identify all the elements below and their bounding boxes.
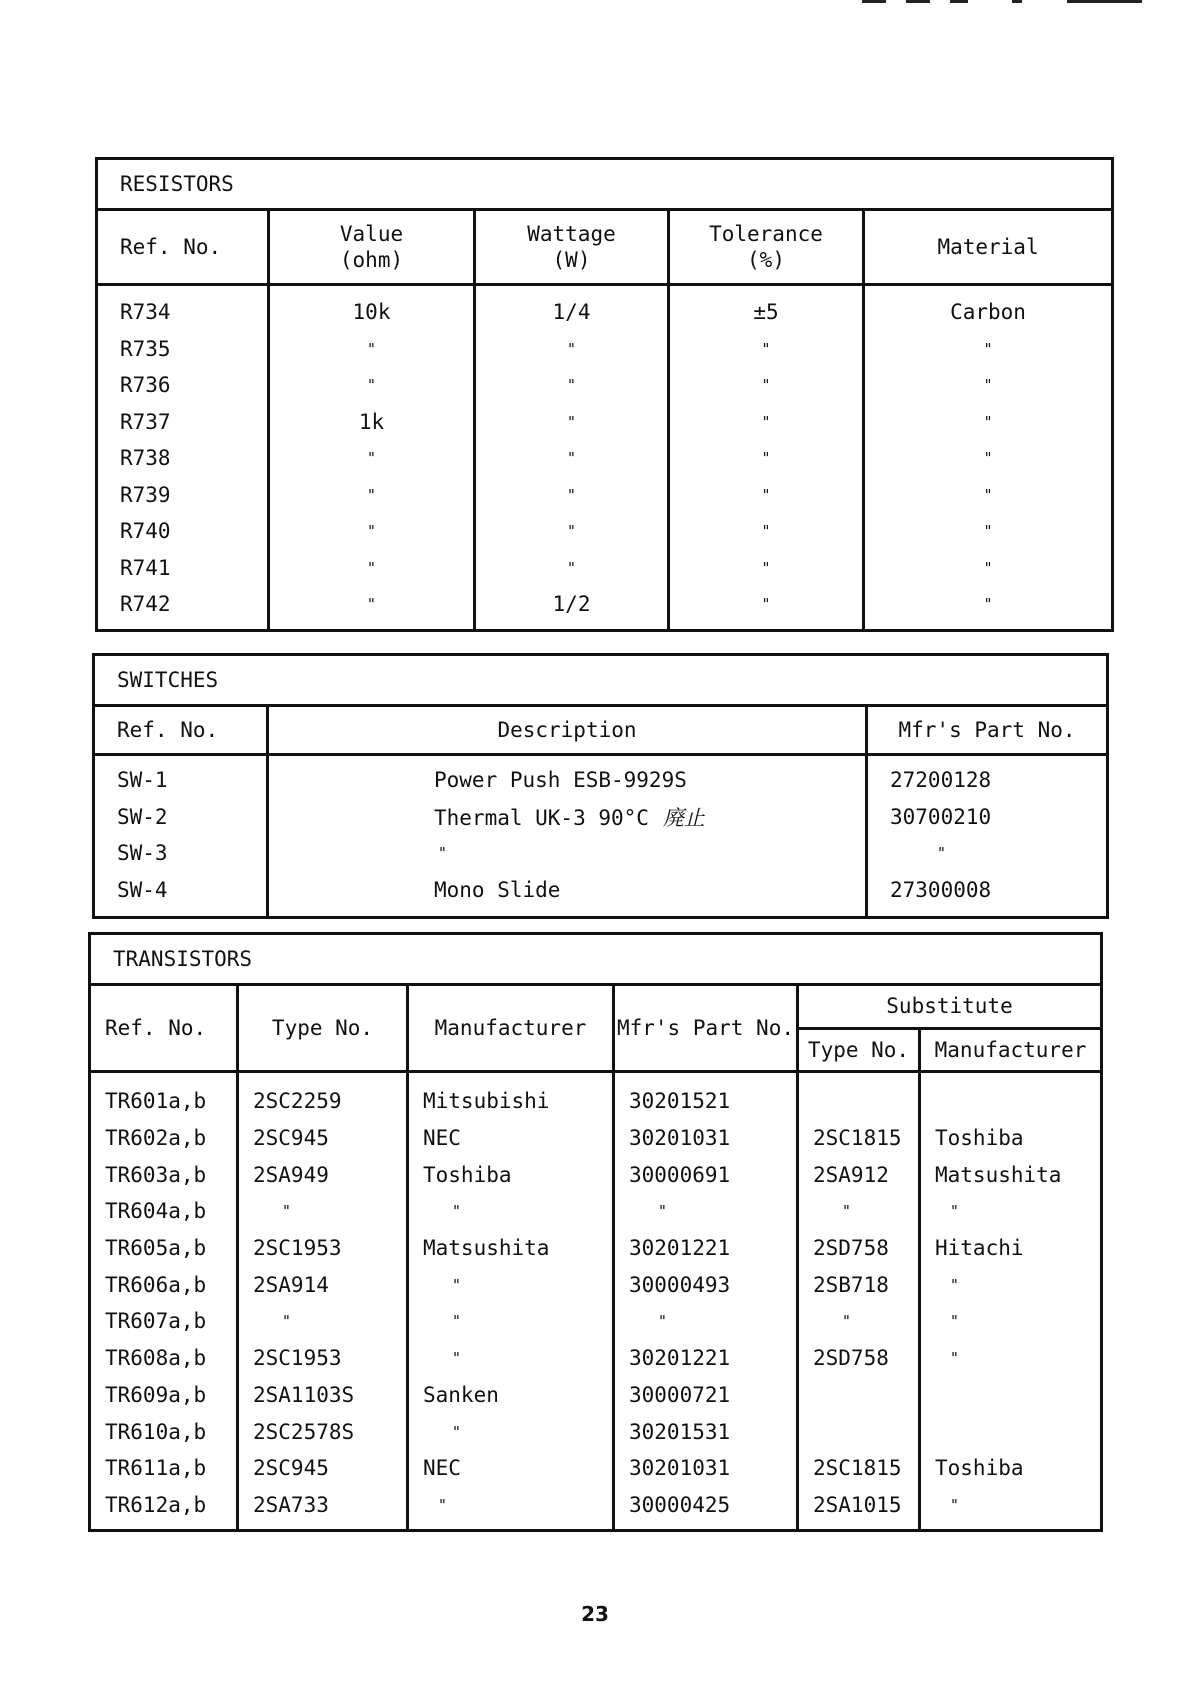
substitute-type-cell: " [798,1193,920,1230]
tolerance-cell: " [669,513,864,550]
ref-cell: SW-1 [94,755,268,799]
ref-cell: TR604a,b [90,1193,238,1230]
description-cell [268,799,867,836]
mfr-part-cell: 30000493 [614,1266,798,1303]
type-cell: " [238,1193,408,1230]
header-ref-no: Ref. No. [94,706,268,755]
substitute-manufacturer-cell: " [920,1303,1102,1340]
header-tolerance [669,210,864,285]
manufacturer-cell: " [408,1193,614,1230]
table-row [90,1156,1102,1193]
mfr-part-cell: 30201221 [614,1230,798,1267]
table-row [97,331,1113,368]
tolerance-cell: " [669,404,864,441]
value-cell: " [269,440,475,477]
switches-title: SWITCHES [94,655,1108,706]
ref-cell: TR607a,b [90,1303,238,1340]
header-description: Description [268,706,867,755]
substitute-type-cell: 2SC1815 [798,1120,920,1157]
table-row [90,1072,1102,1120]
ref-cell: R738 [97,440,269,477]
value-cell: " [269,513,475,550]
resistors-title: RESISTORS [97,159,1113,210]
table-row [94,755,1108,799]
tolerance-cell: " [669,586,864,630]
resistors-table [95,157,1114,632]
type-cell: 2SC945 [238,1450,408,1487]
transistors-title: TRANSISTORS [90,934,1102,985]
mfr-part-cell: 30201221 [614,1340,798,1377]
mfr-part-cell: 30000721 [614,1377,798,1414]
transistors-header-row [90,985,1102,1029]
material-cell: " [864,477,1113,514]
header-mfr-part-no: Mfr's Part No. [867,706,1108,755]
resistors-header-row [97,210,1113,285]
top-edge-marks [862,0,1142,4]
transistors-table [88,932,1103,1532]
header-ref-no: Ref. No. [90,985,238,1072]
substitute-manufacturer-cell: " [920,1340,1102,1377]
manufacturer-cell: " [408,1340,614,1377]
wattage-cell: " [475,404,669,441]
substitute-manufacturer-cell [920,1377,1102,1414]
wattage-cell: " [475,440,669,477]
value-cell: " [269,550,475,587]
substitute-manufacturer-cell: Hitachi [920,1230,1102,1267]
table-row [97,367,1113,404]
table-row [97,285,1113,331]
table-row [90,1266,1102,1303]
table-row [90,1120,1102,1157]
manufacturer-cell: Mitsubishi [408,1072,614,1120]
wattage-cell: " [475,367,669,404]
table-row [90,1450,1102,1487]
manufacturer-cell: NEC [408,1120,614,1157]
material-cell: " [864,586,1113,630]
type-cell: 2SC1953 [238,1340,408,1377]
ref-cell: TR608a,b [90,1340,238,1377]
material-cell: " [864,367,1113,404]
table-row [94,835,1108,872]
handwritten-note: 廃止 [662,805,705,830]
ref-cell: R735 [97,331,269,368]
wattage-cell: " [475,331,669,368]
substitute-type-cell: 2SB718 [798,1266,920,1303]
description-text: Thermal UK-3 90°C [434,805,649,830]
table-row [90,1230,1102,1267]
table-row [90,1377,1102,1414]
material-cell: " [864,331,1113,368]
manufacturer-cell: NEC [408,1450,614,1487]
header-material: Material [864,210,1113,285]
substitute-manufacturer-cell: " [920,1193,1102,1230]
table-row [94,799,1108,836]
substitute-type-cell: 2SA1015 [798,1487,920,1531]
type-cell: 2SC945 [238,1120,408,1157]
ref-cell: R739 [97,477,269,514]
substitute-manufacturer-cell: Toshiba [920,1450,1102,1487]
type-cell: " [238,1303,408,1340]
substitute-manufacturer-cell: " [920,1487,1102,1531]
manufacturer-cell: Matsushita [408,1230,614,1267]
header-type-no: Type No. [238,985,408,1072]
value-cell: 1k [269,404,475,441]
type-cell: 2SC2259 [238,1072,408,1120]
mfr-part-cell: 30201521 [614,1072,798,1120]
ref-cell: R737 [97,404,269,441]
type-cell: 2SA949 [238,1156,408,1193]
type-cell: 2SA914 [238,1266,408,1303]
mfr-part-cell: 30700210 [867,799,1108,836]
table-row [97,550,1113,587]
header-wattage [475,210,669,285]
header-substitute-type-no: Type No. [798,1028,920,1072]
ref-cell: TR610a,b [90,1413,238,1450]
header-ref-no: Ref. No. [97,210,269,285]
header-substitute-manufacturer: Manufacturer [920,1028,1102,1072]
header-wattage-unit: (W) [552,248,591,272]
material-cell: " [864,440,1113,477]
description-cell: Mono Slide [268,872,867,918]
table-row [94,872,1108,918]
mfr-part-cell: 30201531 [614,1413,798,1450]
table-row [97,477,1113,514]
substitute-manufacturer-cell [920,1072,1102,1120]
ref-cell: R740 [97,513,269,550]
manufacturer-cell: " [408,1303,614,1340]
substitute-manufacturer-cell: " [920,1266,1102,1303]
type-cell: 2SC2578S [238,1413,408,1450]
description-cell: " [268,835,867,872]
tolerance-cell: " [669,550,864,587]
value-cell: " [269,477,475,514]
substitute-type-cell: 2SC1815 [798,1450,920,1487]
substitute-type-cell [798,1413,920,1450]
substitute-manufacturer-cell: Matsushita [920,1156,1102,1193]
substitute-type-cell [798,1072,920,1120]
ref-cell: TR611a,b [90,1450,238,1487]
substitute-type-cell: " [798,1303,920,1340]
wattage-cell: 1/2 [475,586,669,630]
mfr-part-cell: 27300008 [867,872,1108,918]
type-cell: 2SC1953 [238,1230,408,1267]
ref-cell: R741 [97,550,269,587]
material-cell: " [864,550,1113,587]
tolerance-cell: " [669,477,864,514]
substitute-type-cell: 2SD758 [798,1340,920,1377]
ref-cell: SW-3 [94,835,268,872]
table-row [90,1303,1102,1340]
manufacturer-cell: Sanken [408,1377,614,1414]
value-cell: " [269,367,475,404]
ref-cell: TR609a,b [90,1377,238,1414]
ref-cell: SW-2 [94,799,268,836]
ref-cell: TR601a,b [90,1072,238,1120]
header-value-label: Value [339,222,404,246]
substitute-manufacturer-cell: Toshiba [920,1120,1102,1157]
switches-header-row [94,706,1108,755]
header-value [269,210,475,285]
manufacturer-cell: " [408,1487,614,1531]
wattage-cell: " [475,550,669,587]
mfr-part-cell: " [614,1193,798,1230]
ref-cell: SW-4 [94,872,268,918]
mfr-part-cell: 27200128 [867,755,1108,799]
mfr-part-cell: 30201031 [614,1450,798,1487]
description-cell: Power Push ESB-9929S [268,755,867,799]
ref-cell: R734 [97,285,269,331]
substitute-type-cell [798,1377,920,1414]
type-cell: 2SA733 [238,1487,408,1531]
header-manufacturer: Manufacturer [408,985,614,1072]
mfr-part-cell: 30000691 [614,1156,798,1193]
manufacturer-cell: " [408,1266,614,1303]
value-cell: " [269,586,475,630]
tolerance-cell: " [669,367,864,404]
manufacturer-cell: " [408,1413,614,1450]
ref-cell: R736 [97,367,269,404]
wattage-cell: 1/4 [475,285,669,331]
manufacturer-cell: Toshiba [408,1156,614,1193]
material-cell: " [864,404,1113,441]
ref-cell: TR606a,b [90,1266,238,1303]
substitute-manufacturer-cell [920,1413,1102,1450]
page-number: 23 [581,1602,609,1626]
type-cell: 2SA1103S [238,1377,408,1414]
value-cell: " [269,331,475,368]
table-row [97,586,1113,630]
substitute-type-cell: 2SD758 [798,1230,920,1267]
table-row [97,404,1113,441]
header-value-unit: (ohm) [339,248,404,272]
material-cell: " [864,513,1113,550]
header-wattage-label: Wattage [527,222,616,246]
wattage-cell: " [475,477,669,514]
mfr-part-cell: " [614,1303,798,1340]
header-substitute: Substitute [798,985,1102,1029]
ref-cell: TR612a,b [90,1487,238,1531]
header-mfr-part-no: Mfr's Part No. [614,985,798,1072]
mfr-part-cell: " [867,835,1108,872]
tolerance-cell: " [669,440,864,477]
table-row [90,1487,1102,1531]
table-row [90,1340,1102,1377]
table-row [90,1193,1102,1230]
tolerance-cell: " [669,331,864,368]
tolerance-cell: ±5 [669,285,864,331]
value-cell: 10k [269,285,475,331]
header-tolerance-unit: (%) [747,248,785,272]
ref-cell: R742 [97,586,269,630]
table-row [97,513,1113,550]
mfr-part-cell: 30000425 [614,1487,798,1531]
table-row [90,1413,1102,1450]
substitute-type-cell: 2SA912 [798,1156,920,1193]
wattage-cell: " [475,513,669,550]
ref-cell: TR603a,b [90,1156,238,1193]
mfr-part-cell: 30201031 [614,1120,798,1157]
material-cell: Carbon [864,285,1113,331]
header-tolerance-label: Tolerance [709,222,823,246]
table-row [97,440,1113,477]
switches-table [92,653,1109,919]
ref-cell: TR602a,b [90,1120,238,1157]
ref-cell: TR605a,b [90,1230,238,1267]
